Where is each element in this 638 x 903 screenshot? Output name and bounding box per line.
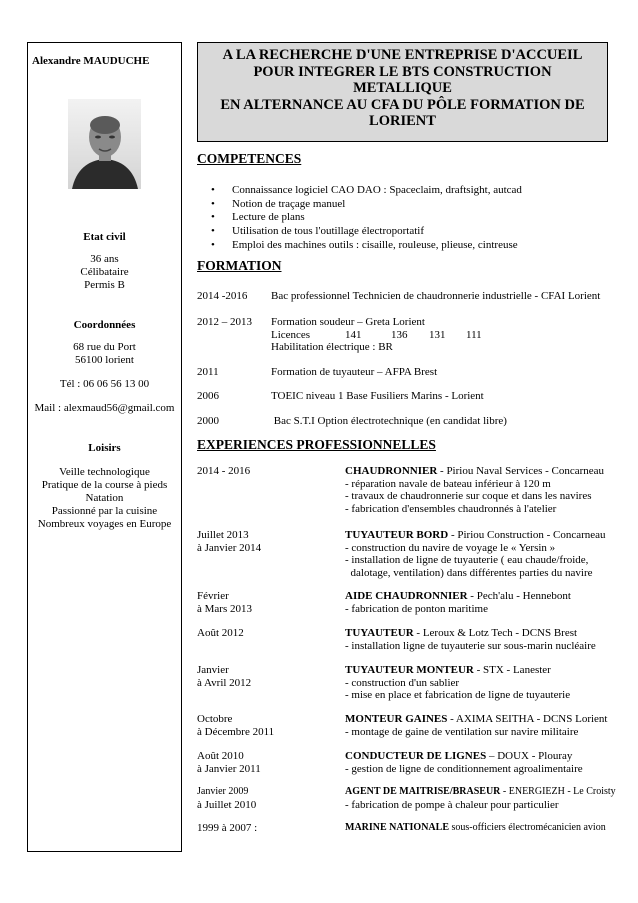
header-line: LORIENT: [369, 113, 436, 129]
task: - installation de ligne de tuyauterie ( eau chaude/froide,: [345, 554, 589, 567]
loisir-item: Pratique de la course à pieds: [41, 479, 168, 491]
licence-number: 136: [391, 328, 408, 341]
experience-dates: [197, 750, 261, 775]
bullet-icon: •: [211, 238, 215, 251]
company: - Piriou Construction - Concarneau: [448, 529, 606, 541]
job-title: MARINE NATIONALE: [345, 822, 449, 833]
job-title: TUYAUTEUR MONTEUR: [345, 664, 474, 676]
experience-date: Octobre: [197, 713, 233, 725]
formation-detail: [271, 316, 482, 354]
header-line: METALLIQUE: [353, 80, 452, 96]
experience-date: Juillet 2013: [197, 529, 249, 541]
experience-detail: [345, 590, 571, 615]
address-street: 68 rue du Port: [73, 341, 136, 353]
driving-licence: Permis B: [84, 279, 125, 291]
etat-civil-heading: Etat civil: [83, 231, 126, 243]
job-title: CONDUCTEUR DE LIGNES: [345, 750, 487, 762]
formation-text: TOEIC niveau 1 Base Fusiliers Marins - Lorient: [271, 390, 484, 402]
formation-text: Bac S.T.I Option électrotechnique (en candidat libre): [271, 415, 507, 427]
formation-extra: Habilitation électrique : BR: [271, 341, 393, 354]
candidate-name: Alexandre MAUDUCHE: [32, 55, 150, 67]
experience-detail: [345, 664, 570, 702]
competence-text: Notion de traçage manuel: [232, 197, 346, 210]
experience-detail: [345, 465, 604, 515]
licence-number: 111: [466, 328, 482, 341]
competence-text: Utilisation de tous l'outillage électroportatif: [232, 225, 424, 238]
company: - Leroux & Lotz Tech - DCNS Brest: [413, 627, 578, 639]
experience-date: à Décembre 2011: [197, 725, 275, 738]
formation-text: Bac professionnel Technicien de chaudronnerie industrielle - CFAI Lorient: [271, 290, 601, 302]
job-title: AGENT DE MAITRISE/BRASEUR: [345, 786, 501, 797]
competence-text: Connaissance logiciel CAO DAO : Spaceclaim, draftsight, autcad: [232, 184, 522, 196]
licence-number: 131: [429, 328, 446, 341]
experience-date: Janvier: [197, 664, 229, 676]
task: - fabrication d'ensembles chaudronnés à l'atelier: [345, 502, 557, 515]
coordonnees-heading: Coordonnées: [73, 319, 136, 331]
job-title: TUYAUTEUR: [345, 627, 414, 639]
licence-number: 141: [345, 328, 362, 341]
experience-date: à Avril 2012: [197, 676, 252, 689]
marital-status: Célibataire: [80, 266, 129, 278]
bullet-icon: •: [211, 197, 215, 210]
task: dalotage, ventilation) dans différentes parties du navire: [345, 566, 593, 579]
job-title: MONTEUR GAINES: [345, 713, 448, 725]
address-city: 56100 lorient: [75, 354, 134, 366]
experience-date: 1999 à 2007 :: [197, 822, 258, 834]
company: - STX - Lanester: [473, 664, 551, 676]
competence-item: [211, 211, 522, 225]
bullet-icon: •: [211, 225, 215, 238]
header-line: POUR INTEGRER LE BTS CONSTRUCTION: [253, 63, 552, 80]
objective-header: [197, 42, 608, 142]
formation-date: 2000: [197, 415, 219, 427]
coordonnees-section: [28, 319, 181, 415]
experience-date: Août 2010: [197, 750, 244, 762]
job-title: CHAUDRONNIER: [345, 465, 438, 477]
experience-detail: [345, 713, 607, 738]
portrait-icon: [68, 99, 141, 189]
task: - mise en place et fabrication de ligne de tuyauterie: [345, 689, 571, 702]
experience-dates: [197, 786, 256, 811]
experience-detail: [345, 627, 596, 652]
task: - installation ligne de tuyauterie sur sous-marin nucléaire: [345, 639, 596, 652]
experience-date: à Janvier 2014: [197, 541, 262, 554]
competence-item: [211, 239, 522, 253]
experience-detail: [345, 529, 606, 579]
task: - fabrication de ponton maritime: [345, 602, 488, 615]
competence-text: Lecture de plans: [232, 211, 305, 224]
formation-date: 2012 – 2013: [197, 316, 252, 328]
experience-detail: [345, 822, 606, 835]
experiences-title: EXPERIENCES PROFESSIONNELLES: [197, 437, 436, 452]
task: - montage de gaine de ventilation sur navire militaire: [345, 725, 579, 738]
experience-dates: [197, 529, 261, 554]
experience-date: à Janvier 2011: [197, 762, 261, 775]
experience-dates: [197, 713, 274, 738]
loisir-item: Passionné par la cuisine: [51, 505, 158, 517]
sidebar: [27, 42, 182, 852]
formation-date: 2011: [197, 366, 219, 378]
phone: Tél : 06 06 56 13 00: [59, 378, 150, 390]
competence-text: Emploi des machines outils : cisaille, rouleuse, plieuse, cintreuse: [232, 238, 518, 251]
bullet-icon: •: [211, 211, 215, 224]
loisir-item: Veille technologique: [59, 466, 150, 478]
loisirs-heading: Loisirs: [88, 442, 121, 454]
formation-text: Formation soudeur – Greta Lorient: [271, 316, 425, 328]
company: - ENERGIEZH - Le Croisty: [500, 786, 616, 797]
experience-date: Janvier 2009: [197, 786, 249, 797]
experience-date: à Juillet 2010: [197, 798, 257, 811]
company: - Pech'alu - Hennebont: [467, 590, 571, 602]
task: - construction d'un sablier: [345, 676, 460, 689]
task: - construction du navire de voyage le « Yersin »: [345, 541, 556, 554]
competence-item: [211, 225, 522, 239]
email: Mail : alexmaud56@gmail.com: [34, 402, 175, 414]
company: - AXIMA SEITHA - DCNS Lorient: [447, 713, 608, 725]
etat-civil-section: [28, 231, 181, 292]
experience-date: Février: [197, 590, 229, 602]
experience-detail: [345, 786, 616, 811]
profile-photo: [68, 99, 141, 189]
experience-date: Août 2012: [197, 627, 244, 639]
formation-date: 2014 -2016: [197, 290, 248, 302]
company: – DOUX - Plouray: [486, 750, 573, 762]
experience-detail: [345, 750, 583, 775]
competence-item: [211, 198, 522, 212]
competences-list: [211, 184, 522, 253]
formation-text: Formation de tuyauteur – AFPA Brest: [271, 366, 438, 378]
loisirs-section: [28, 442, 181, 531]
age: 36 ans: [90, 253, 119, 265]
job-title: TUYAUTEUR BORD: [345, 529, 449, 541]
task: - réparation navale de bateau inférieur à 120 m: [345, 477, 551, 490]
task: - travaux de chaudronnerie sur coque et dans les navires: [345, 490, 592, 503]
loisir-item: Natation: [85, 492, 124, 504]
header-line: A LA RECHERCHE D'UNE ENTREPRISE D'ACCUEIL: [222, 47, 583, 63]
company: - Piriou Naval Services - Concarneau: [437, 465, 605, 477]
experience-dates: [197, 822, 257, 835]
licences-label: Licences: [271, 328, 311, 341]
formation-title: FORMATION: [197, 258, 282, 273]
experience-dates: [197, 465, 250, 478]
company: sous-officiers électromécanicien avion: [449, 822, 606, 833]
task: - fabrication de pompe à chaleur pour particulier: [345, 798, 559, 811]
licences-line: [271, 329, 482, 342]
competences-title: COMPETENCES: [197, 151, 302, 166]
header-line: EN ALTERNANCE AU CFA DU PÔLE FORMATION DE: [220, 96, 585, 113]
bullet-icon: •: [211, 184, 215, 196]
experience-dates: [197, 664, 251, 689]
experience-date: à Mars 2013: [197, 602, 252, 615]
experience-dates: [197, 590, 252, 615]
formation-date: 2006: [197, 390, 219, 402]
task: - gestion de ligne de conditionnement agroalimentaire: [345, 762, 583, 775]
loisir-item: Nombreux voyages en Europe: [37, 518, 172, 530]
competence-item: [211, 184, 522, 198]
job-title: AIDE CHAUDRONNIER: [345, 590, 468, 602]
experience-date: 2014 - 2016: [197, 465, 251, 477]
experience-dates: [197, 627, 244, 640]
